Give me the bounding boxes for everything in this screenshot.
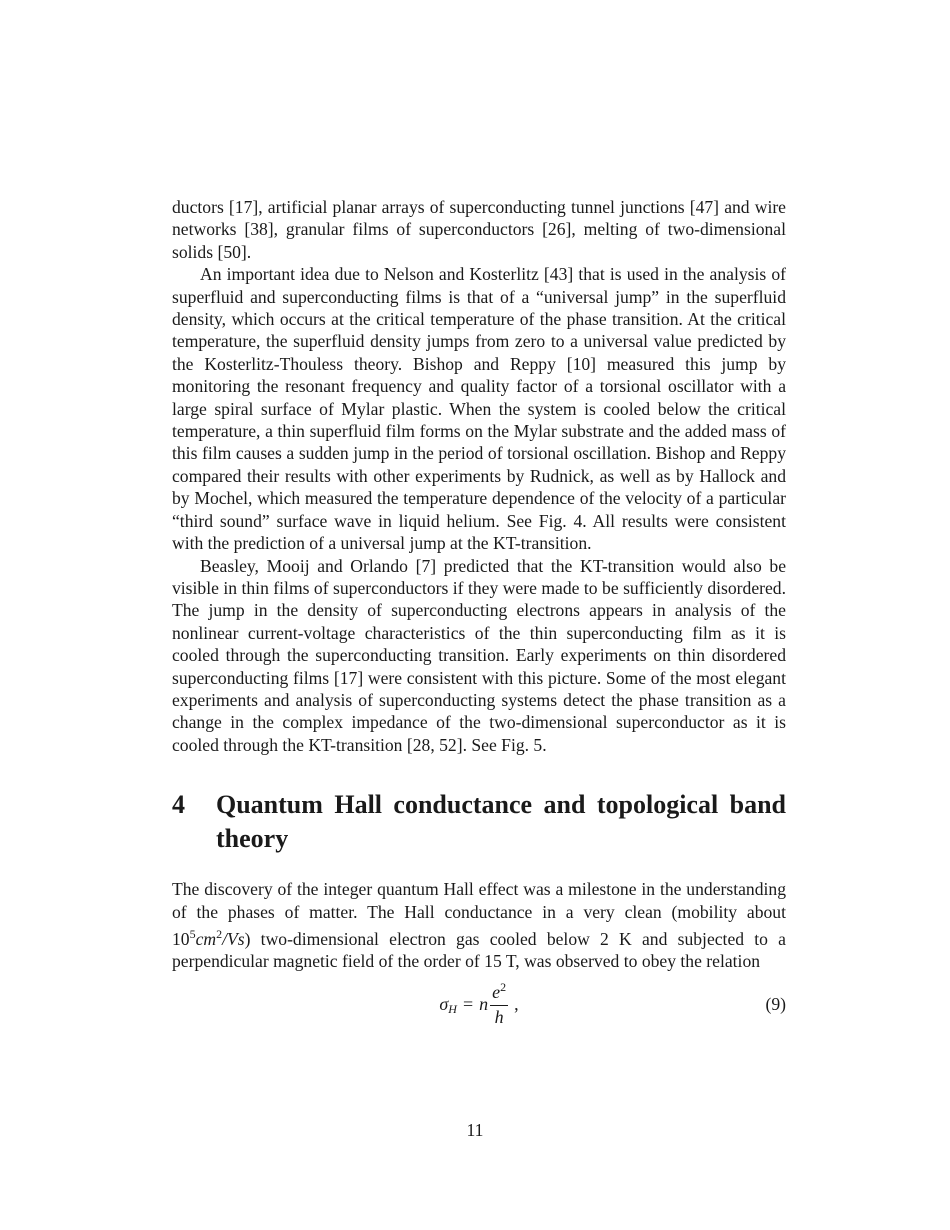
section-title: Quantum Hall conductance and topological band theory	[216, 790, 786, 854]
fraction	[490, 979, 508, 1028]
equals-sign: =	[462, 994, 474, 1015]
mobility-unit-exponent: 2	[216, 926, 223, 941]
mobility-unit-vs: /Vs	[222, 928, 245, 949]
paragraph-kt-superconductors: Beasley, Mooij and Orlando [7] predicted that the KT-transition would also be visible in thin films of superconductors if they were made to be sufficiently disordered. The jump in the density of superconducting electrons appears in analysis of the nonlinear current-voltage characteristics of the thin superconducting film as it is cooled through the superconducting transition. Early experiments on thin disordered superconducting films [17] were consistent with this picture. Some of the most elegant experiments and analysis of superconducting systems detect the phase transition as a change in the complex impedance of the two-dimensional superconductor as it is cooled through the KT-transition [28, 52]. See Fig. 5.	[172, 555, 786, 755]
equation-9	[172, 977, 786, 1033]
section-number: 4	[172, 790, 185, 820]
paragraph-continuation: ductors [17], artificial planar arrays of superconducting tunnel junctions [47] and wire networks [38], granular films of superconductors [26], melting of two-dimensional solids [50].	[172, 197, 786, 262]
equation-number: (9)	[765, 994, 786, 1015]
sigma-symbol: σ	[439, 994, 449, 1015]
section-heading	[172, 788, 786, 856]
intro-text-after: ) two-dimensional electron gas cooled below 2 K and subjected to a perpendicular magnetic field of the order of 15 T, was observed to obey the relation	[172, 928, 786, 972]
paragraph-quantum-hall-intro	[172, 878, 786, 972]
page-number: 11	[466, 1120, 484, 1140]
equation-comma: ,	[514, 994, 519, 1015]
fraction-denominator: h	[494, 1006, 504, 1027]
numerator-base: e	[492, 981, 501, 1002]
fraction-numerator	[490, 979, 508, 1006]
page-body	[172, 196, 786, 1033]
mobility-base: 10	[172, 928, 190, 949]
mobility-exponent: 5	[189, 926, 196, 941]
sigma-subscript: H	[448, 1002, 457, 1017]
mobility-unit-cm: cm	[195, 928, 217, 949]
numerator-exponent: 2	[500, 979, 507, 994]
intro-text-before: The discovery of the integer quantum Hall effect was a milestone in the understanding of the phases of matter. The Hall conductance in a very clean (mobility about	[172, 879, 786, 922]
paragraph-universal-jump: An important idea due to Nelson and Kosterlitz [43] that is used in the analysis of superfluid and superconducting films is that of a “universal jump” in the superfluid density, which occurs at the critical temperature of the phase transition. At the critical temperature, the superfluid density jumps from zero to a universal value predicted by the Kosterlitz-Thouless theory. Bishop and Reppy [10] measured this jump by monitoring the resonant frequency and quality factor of a torsional oscillator with a large spiral surface of Mylar plastic. When the system is cooled below the critical temperature, a thin superfluid film forms on the Mylar substrate and the added mass of this film causes a sudden jump in the period of torsional oscillation. Bishop and Reppy compared their results with other experiments by Rudnick, as well as by Hallock and by Mochel, which measured the temperature dependence of the velocity of a particular “third sound” surface wave in liquid helium. See Fig. 4. All results were consistent with the prediction of a universal jump at the KT-transition.	[172, 264, 786, 554]
coefficient-n: n	[479, 994, 489, 1015]
equation-body	[172, 977, 786, 1033]
